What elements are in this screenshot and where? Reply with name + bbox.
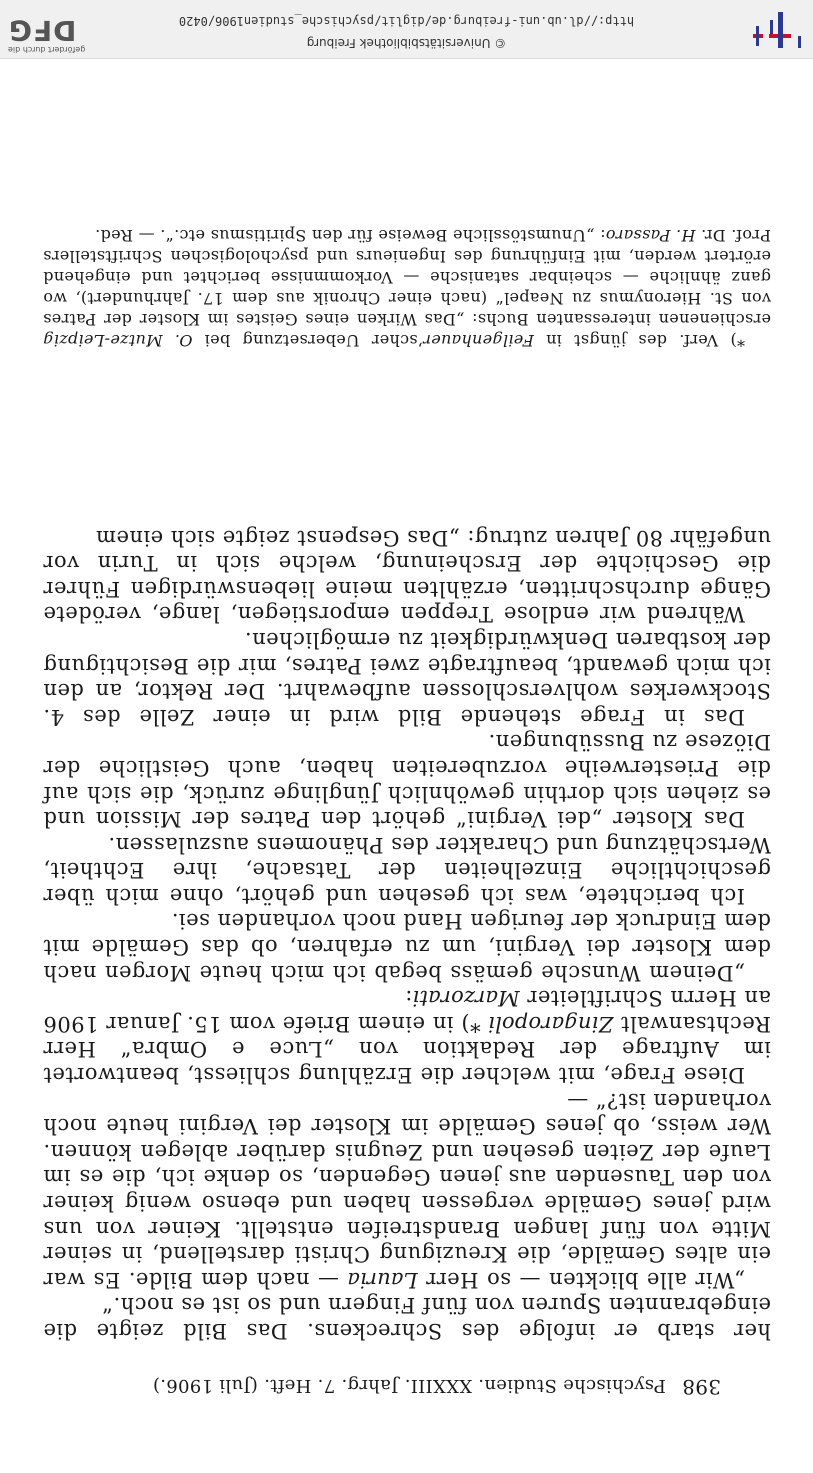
main-text [43, 524, 771, 1343]
running-title: Psychische Studien. XXXIII. Jahrg. 7. Heft. (Juli 1906.) [152, 1375, 666, 1396]
name-zingaropoli: Zingaropoli [487, 1011, 614, 1036]
permalink-url[interactable]: http://dl.ub.uni-freiburg.de/diglit/psychische_studien1906/0420 [178, 14, 635, 28]
paragraph-6: Das Kloster „dei Vergini“ gehört den Patres der Mission und es ziehen sich dorthin gewöhnlich Jünglinge zurück, die sich auf die Priesterweihe vorzubereiten haben, auch Geistliche der Diözese zu Bussübungen. [43, 730, 771, 832]
paragraph-3: Diese Frage, mit welcher die Erzählung schliesst, beantwortet im Auftrage der Redaktion von „Luce e Ombra“ Herr Rechtsanwalt Zingaropoli *) in einem Briefe vom 15. Januar 1906 an Herrn Schriftleiter Marzorati: [43, 986, 771, 1088]
name-lauria: Lauria [347, 1267, 418, 1292]
paragraph-5: Ich berichtete, was ich gesehen und gehört, ohne mich über geschichtliche Einzelheiten der Tatsache, ihre Echtheit, Wertschätzung und Charakter des Phänomens auszulassen. [43, 832, 771, 908]
name-marzorati: Marzorati [412, 986, 520, 1011]
page-number: 398 [681, 1375, 721, 1399]
dfg-mark: DFG [8, 14, 77, 47]
dfg-logo[interactable] [8, 4, 98, 54]
paragraph-8: Während wir endlose Treppen emporstiegen, lange, verödete Gänge durchschritten, erzählten meine liebenswürdigen Führer die Geschichte der Erscheinung, welche sich in Turin vor ungefähr 80 Jahren zutrug: „Das Gespenst zeigte sich einem [43, 525, 771, 627]
dfg-note: gefördert durch die [8, 45, 86, 54]
paragraph-2: „Wir alle blickten — so Herr Lauria — nach dem Bilde. Es war ein altes Gemälde, die Kreuzigung Christi darstellend, in seiner Mitte von fünf langen Brandstreifen entstellt. Keiner von uns wird jenes Gemälde vergessen haben und ebenso wenig keiner von den Tausenden aus jenen Gegenden, so denke ich, die es im Laufe der Zeiten gesehen und Zeugnis darüber ablegen können. Wer weiss, ob jenes Gemälde im Kloster dei Vergini heute noch vorhanden ist?“ — [43, 1088, 771, 1292]
paragraph-7: Das in Frage stehende Bild wird in einer Zelle des 4. Stockwerkes wohlverschlossen aufbewahrt. Der Rektor, an den ich mich gewandt, beauftragte zwei Patres, mir die Besichtigung der kostbaren Denkwürdigkeit zu ermöglichen. [43, 627, 771, 729]
running-head [101, 1375, 721, 1399]
paragraph-1: her starb er infolge des Schreckens. Das Bild zeigte die eingebrannten Spuren von fünf Fingern und so ist es noch.“ [43, 1293, 771, 1343]
copyright-text: © Universitätsbibliothek Freiburg [306, 36, 507, 50]
library-footer-banner [0, 0, 813, 59]
paragraph-4: „Deinem Wunsche gemäss begab ich mich heute Morgen nach dem Kloster dei Vergini, um zu erfahren, ob das Gemälde mit dem Eindruck der feurigen Hand noch vorhanden sei. [43, 909, 771, 985]
footnote [43, 225, 771, 351]
footnote-text: *) Verf. des jüngst in Feilgenhauer’scher Uebersetzung bei O. Mutze-Leipzig erschienenen interessanten Buchs: „Das Wirken eines Geistes im Kloster der Patres von St. Hieronymus zu Neapel“ (nach einer Chronik aus dem 17. Jahrhundert), wo ganz ähnliche — scheinbar satanische — Vorkommnisse berichtet und eingehend erörtert werden, mit Einführung des Ingenieurs und psychologischen Schriftstellers Prof. Dr. H. Passaro: „Unumstössliche Beweise für den Spiritismus etc.“. — Red. [43, 226, 771, 350]
